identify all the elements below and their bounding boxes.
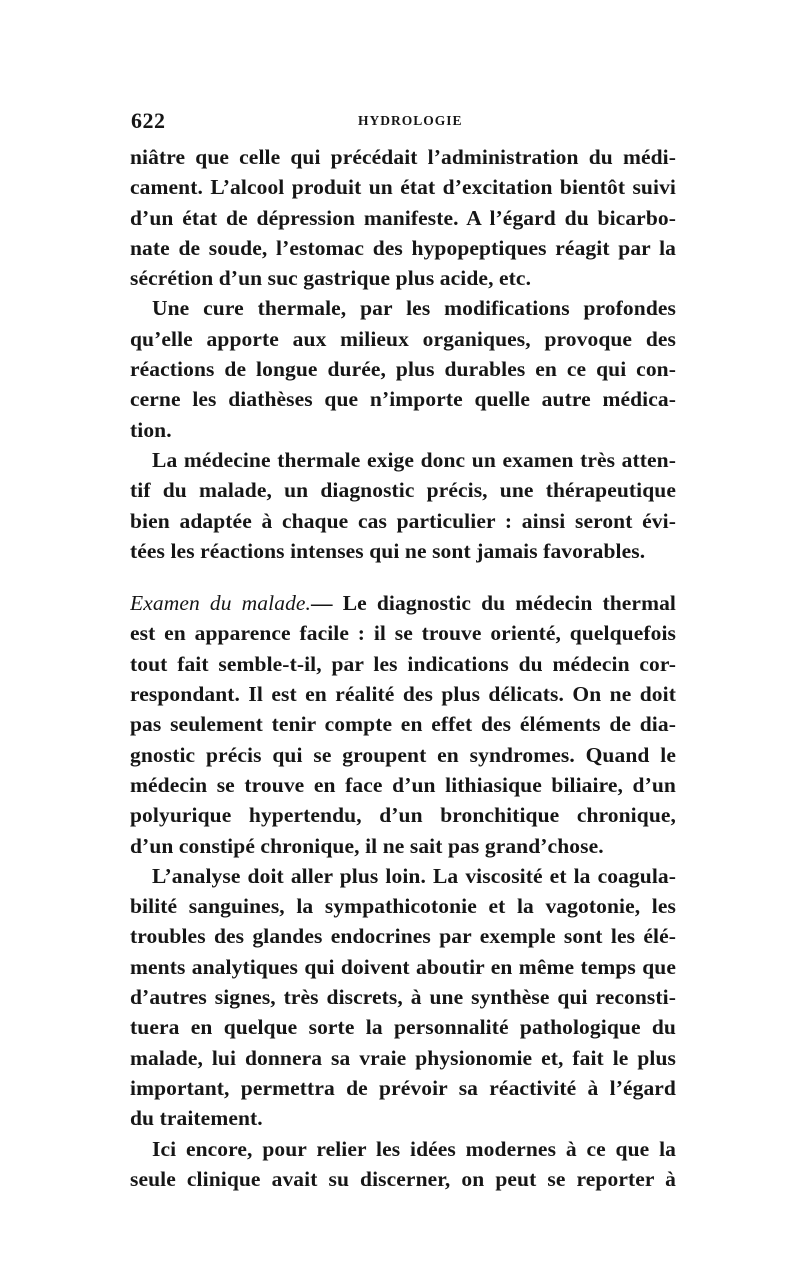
paragraph-1: [130, 142, 676, 293]
text-line: L’analyse doit aller plus loin. La viscosité et la coagula-: [152, 863, 676, 888]
section-gap: [130, 566, 676, 588]
text-line: Une cure thermale, par les modifications profondes: [152, 296, 676, 321]
text-line: est en apparence facile : il se trouve orienté, quelquefois: [130, 621, 676, 646]
text-line: du traitement.: [130, 1106, 263, 1131]
text-line: bilité sanguines, la sympathicotonie et la vagotonie, les: [130, 894, 676, 919]
text-line: d’un constipé chronique, il ne sait pas grand’chose.: [130, 833, 604, 858]
text-line: tées les réactions intenses qui ne sont jamais favorables.: [130, 538, 646, 563]
text-line: troubles des glandes endocrines par exemple sont les élé-: [130, 924, 676, 949]
text-line: d’autres signes, très discrets, à une synthèse qui reconsti-: [130, 985, 676, 1010]
book-page: [130, 108, 676, 1194]
text-line: respondant. Il est en réalité des plus délicats. On ne doit: [130, 682, 676, 707]
text-line: qu’elle apporte aux milieux organiques, provoque des: [130, 326, 676, 351]
text-line: ments analytiques qui doivent aboutir en même temps que: [130, 954, 676, 979]
text-line: Ici encore, pour relier les idées modernes à ce que la: [152, 1136, 676, 1161]
text-line: tif du malade, un diagnostic précis, une thérapeutique: [130, 478, 676, 503]
text-line: sécrétion d’un suc gastrique plus acide, etc.: [130, 266, 532, 291]
text-line: [130, 588, 676, 618]
text-line: cament. L’alcool produit un état d’excitation bientôt suivi: [130, 175, 676, 200]
text-line: bien adaptée à chaque cas particulier : ainsi seront évi-: [130, 508, 676, 533]
text-line: médecin se trouve en face d’un lithiasique biliaire, d’un: [130, 772, 676, 797]
text-line: important, permettra de prévoir sa réactivité à l’égard: [130, 1075, 676, 1100]
text-line: réactions de longue durée, plus durables en ce qui con-: [130, 357, 676, 382]
text-line: seule clinique avait su discerner, on peut se reporter à: [130, 1166, 676, 1191]
text-run: — Le diagnostic du médecin thermal: [311, 591, 676, 616]
text-line: gnostic précis qui se groupent en syndromes. Quand le: [130, 742, 676, 767]
text-line: niâtre que celle qui précédait l’administration du médi-: [130, 145, 676, 169]
text-line: tion.: [130, 417, 172, 442]
text-line: nate de soude, l’estomac des hypopeptiques réagit par la: [130, 235, 676, 260]
text-line: malade, lui donnera sa vraie physionomie et, fait le plus: [130, 1045, 676, 1070]
text-line: La médecine thermale exige donc un examen très atten-: [152, 447, 676, 472]
page-number: 622: [131, 108, 166, 133]
paragraph-3: [130, 445, 676, 566]
paragraph-examen: [130, 588, 676, 861]
section-heading: Examen du malade.: [130, 591, 312, 616]
paragraph-5: [130, 861, 676, 1134]
text-line: polyurique hypertendu, d’un bronchitique chronique,: [130, 803, 676, 828]
text-line: tuera en quelque sorte la personnalité pathologique du: [130, 1015, 676, 1040]
running-head: [130, 108, 676, 142]
running-title: HYDROLOGIE: [358, 113, 463, 128]
text-line: pas seulement tenir compte en effet des éléments de dia-: [130, 712, 676, 737]
text-line: cerne les diathèses que n’importe quelle autre médica-: [130, 387, 676, 412]
paragraph-6: [130, 1134, 676, 1195]
text-line: tout fait semble-t-il, par les indications du médecin cor-: [130, 651, 676, 676]
paragraph-2: [130, 293, 676, 444]
text-line: d’un état de dépression manifeste. A l’égard du bicarbo-: [130, 205, 676, 230]
